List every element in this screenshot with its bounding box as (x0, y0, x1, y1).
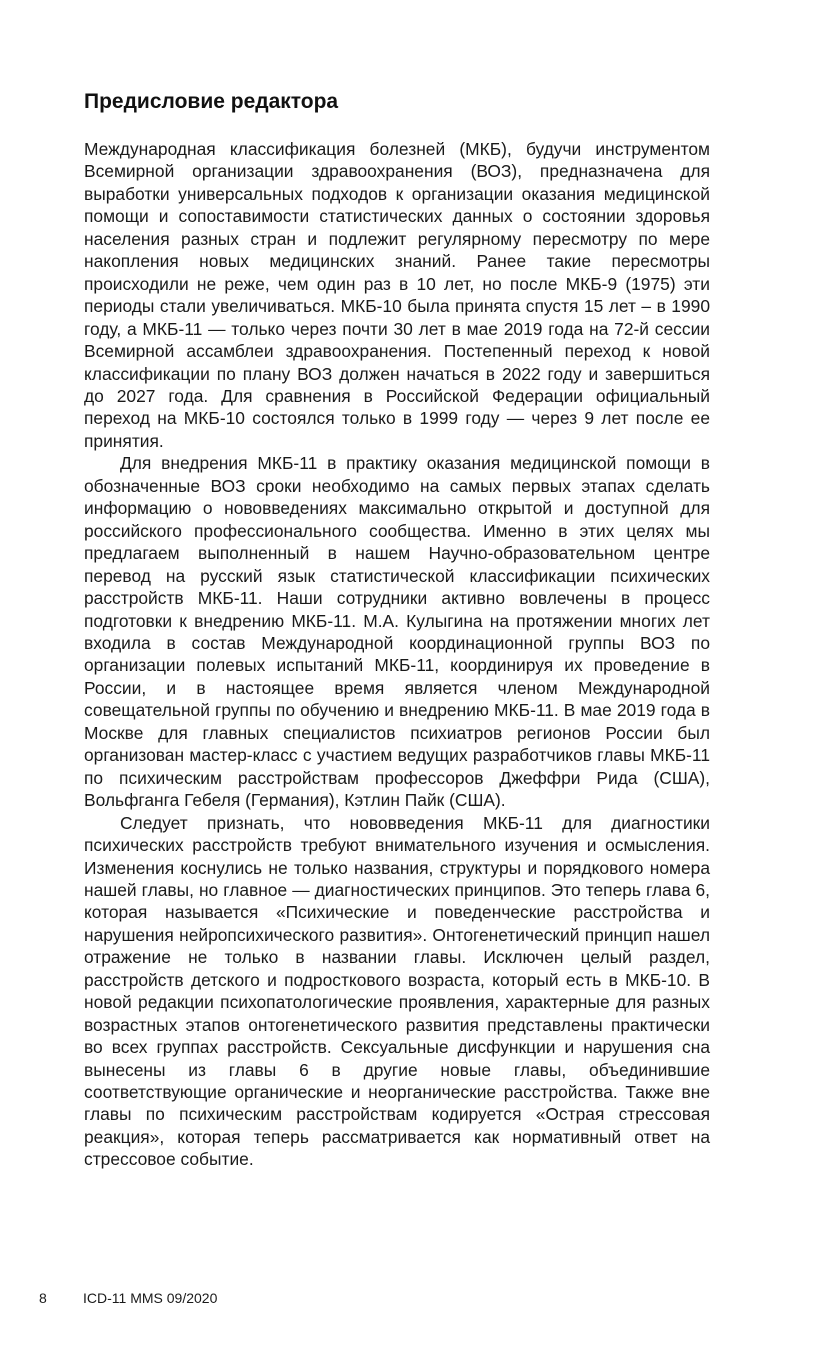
paragraph-1: Международная классификация болезней (МКБ), будучи инструментом Всемирной организации здравоохранения (ВОЗ), предназначена для выработки универсальных подходов к организации оказания медицинской помощи и сопоставимости статистических данных о состоянии здоровья населения разных стран и подлежит регулярному пересмотру по мере накопления новых медицинских знаний. Ранее такие пересмотры происходили не реже, чем один раз в 10 лет, но после МКБ-9 (1975) эти периоды стали увеличиваться. МКБ-10 была принята спустя 15 лет – в 1990 году, а МКБ-11 — только через почти 30 лет в мае 2019 года на 72-й сессии Всемирной ассамблеи здравоохранения. Постепенный переход к новой классификации по плану ВОЗ должен начаться в 2022 году и завершиться до 2027 года. Для сравнения в Российской Федерации официальный переход на МКБ-10 состоялся только в 1999 году — через 9 лет после ее принятия. (84, 139, 710, 451)
body-text (84, 138, 710, 1171)
paragraph-2: Для внедрения МКБ-11 в практику оказания медицинской помощи в обозначенные ВОЗ сроки необходимо на самых первых этапах сделать информацию о нововведениях максимально открытой и доступной для российского профессионального сообщества. Именно в этих целях мы предлагаем выполненный в нашем Научно-образовательном центре перевод на русский язык статистической классификации психических расстройств МКБ-11. Наши сотрудники активно вовлечены в процесс подготовки к внедрению МКБ-11. М.А. Кулыгина на протяжении многих лет входила в состав Международной координационной группы ВОЗ по организации полевых испытаний МКБ-11, координируя их проведение в России, и в настоящее время является членом Международной совещательной группы по обучению и внедрению МКБ-11. В мае 2019 года в Москве для главных специалистов психиатров регионов России был организован мастер-класс с участием ведущих разработчиков главы МКБ-11 по психическим расстройствам профессоров Джеффри Рида (США), Вольфганга Гебеля (Германия), Кэтлин Пайк (США). (84, 453, 710, 811)
paragraph-3: Следует признать, что нововведения МКБ-11 для диагностики психических расстройств требуют внимательного изучения и осмысления. Изменения коснулись не только названия, структуры и порядкового номера нашей главы, но главное — диагностических принципов. Это теперь глава 6, которая называется «Психические и поведенческие расстройства и нарушения нейропсихического развития». Онтогенетический принцип нашел отражение не только в названии главы. Исключен целый раздел, расстройств детского и подросткового возраста, который есть в МКБ-10. В новой редакции психопатологические проявления, характерные для разных возрастных этапов онтогенетического развития представлены практически во всех группах расстройств. Сексуальные дисфункции и нарушения сна вынесены из главы 6 в другие новые главы, объединившие соответствующие органические и неорганические расстройства. Также вне главы по психическим расстройствам кодируется «Острая стрессовая реакция», которая теперь рассматривается как нормативный ответ на стрессовое событие. (84, 812, 710, 1170)
page-footer (39, 1289, 217, 1307)
page-title: Предисловие редактора (84, 90, 339, 113)
page-number: 8 (39, 1290, 47, 1306)
running-title: ICD-11 MMS 09/2020 (83, 1290, 218, 1306)
